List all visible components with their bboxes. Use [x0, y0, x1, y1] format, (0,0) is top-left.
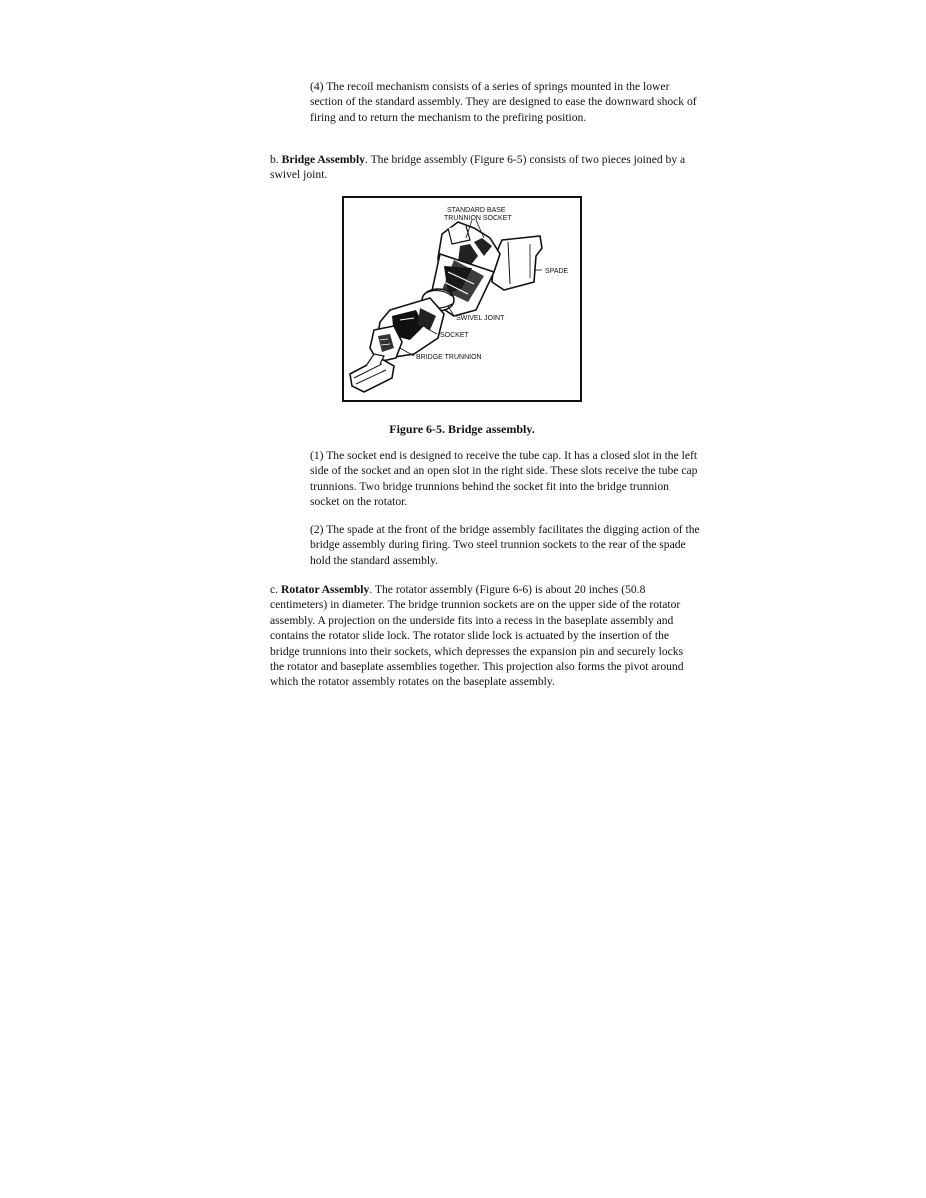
section-c-heading: Rotator Assembly: [280, 583, 370, 596]
paragraph-socket-end: (1) The socket end is designed to receive the tube cap. It has a closed slot in the left side of the socket and an open slot in the right side. These slots receive the tube cap trunnions. Two bridge trunnions behind the socket fit into the bridge trunnion socket on the rotator.: [310, 449, 698, 509]
paragraph-spade: (2) The spade at the front of the bridge assembly facilitates the digging action of the bridge assembly during firing. Two steel trunnion sockets to the rear of the spade hold the standard assembly.: [310, 523, 700, 567]
section-b-heading: Bridge Assembly: [281, 153, 366, 166]
paragraph-rotator-assembly: [270, 582, 700, 690]
bridge-assembly-figure: [342, 196, 582, 402]
label-standard-base: STANDARD BASE: [447, 207, 506, 214]
label-socket: SOCKET: [440, 332, 469, 339]
section-c-text: . The rotator assembly (Figure 6-6) is about 20 inches (50.8 centimeters) in diameter. The bridge trunnion sockets are on the upper side of the rotator assembly. A projection on the underside fits into a recess in the baseplate assembly and contains the rotator slide lock. The rotator slide lock is actuated by the insertion of the bridge trunnions into their sockets, which depresses the expansion pin and securely locks the rotator and baseplate assemblies together. This projection also forms the pivot around which the rotator assembly rotates on the baseplate assembly.: [270, 583, 684, 689]
label-swivel-joint: SWIVEL JOINT: [456, 315, 505, 322]
label-trunnion-socket: TRUNNION SOCKET: [444, 215, 512, 222]
paragraph-recoil-mechanism: (4) The recoil mechanism consists of a series of springs mounted in the lower section of the standard assembly. They are designed to ease the downward shock of firing and to return the mechanism to the prefiring position.: [310, 80, 697, 124]
section-b-text: . The bridge assembly (Figure 6-5) consists of two pieces joined by a swivel joint.: [270, 153, 686, 182]
figure-caption: Figure 6-5. Bridge assembly.: [389, 422, 535, 436]
label-bridge-trunnion: BRIDGE TRUNNION: [416, 354, 482, 361]
section-b-prefix: b.: [270, 153, 282, 166]
label-spade: SPADE: [545, 268, 569, 275]
paragraph-bridge-assembly: [270, 152, 700, 183]
section-c-prefix: c.: [270, 583, 281, 596]
bridge-assembly-illustration: [344, 198, 580, 400]
